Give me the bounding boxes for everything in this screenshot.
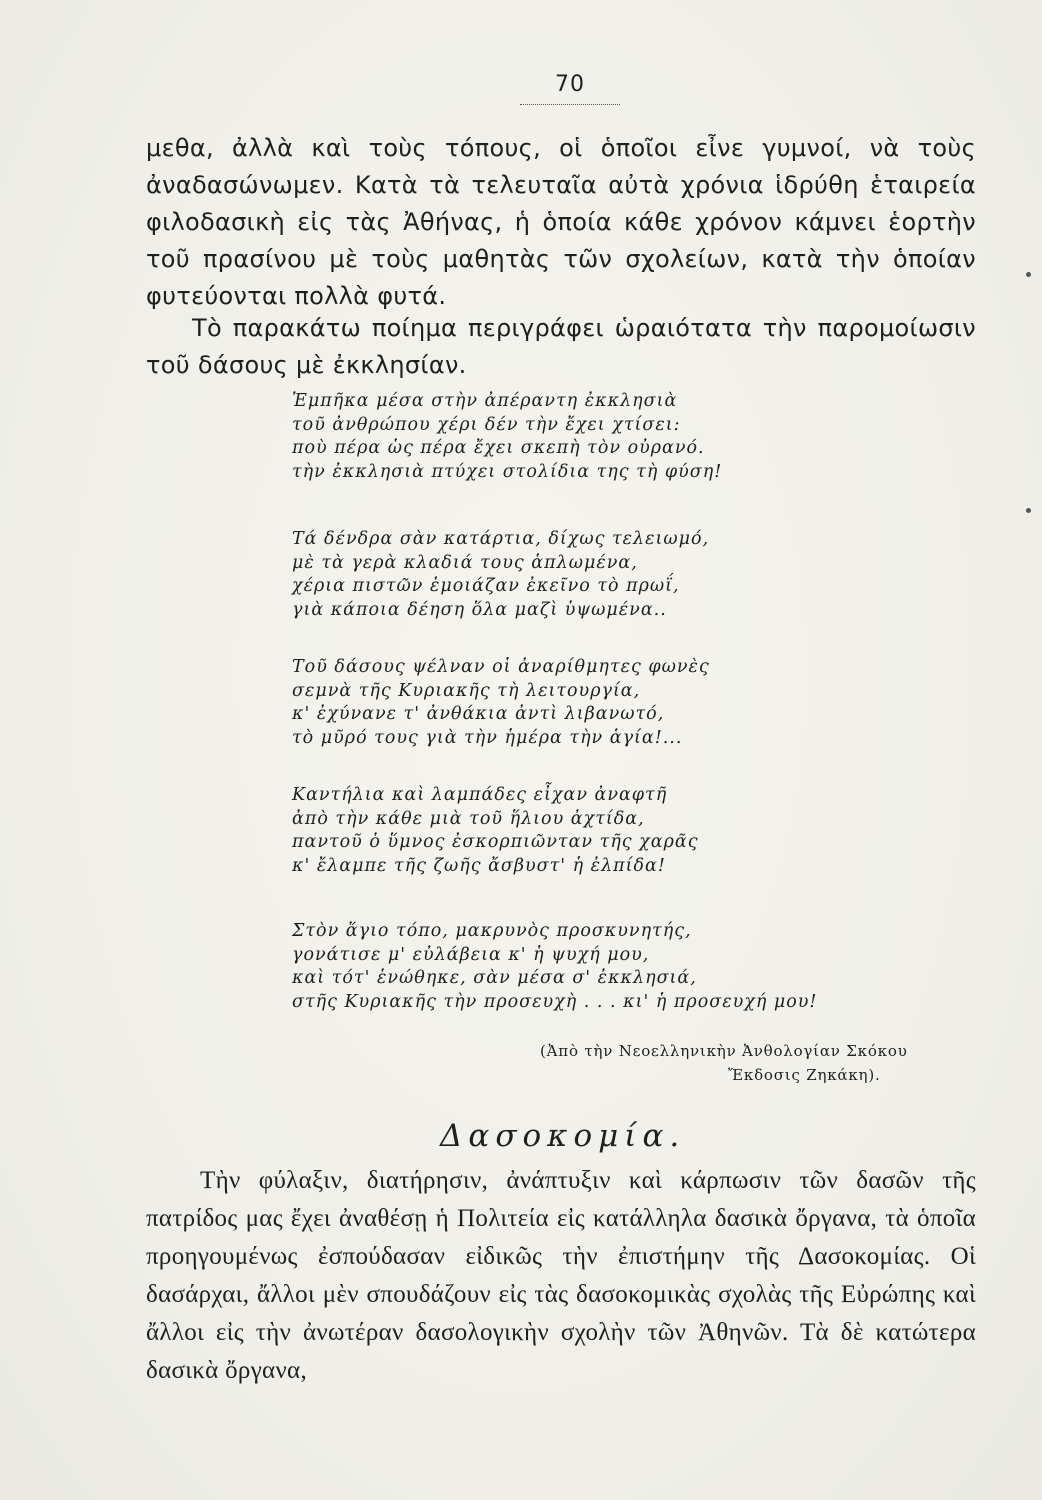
- poem-line: στῆς Κυριακῆς τὴν προσευχὴ . . . κι' ἡ προσευχή μου!: [292, 991, 818, 1012]
- margin-speck: [1026, 272, 1031, 277]
- poem-line: τὸ μῦρό τους γιὰ τὴν ἡμέρα τὴν ἁγία!...: [292, 727, 683, 748]
- poem-stanza-3: [292, 656, 892, 750]
- intro-paragraph: μεθα, ἀλλὰ καὶ τοὺς τόπους, οἱ ὁποῖοι εἶνε γυμνοί, νὰ τοὺς ἀναδασώνωμεν. Κατὰ τὰ τελευταῖα αὐτὰ χρόνια ἱδρύθη ἑταιρεία φιλοδασικὴ εἰς τὰς Ἀθήνας, ἡ ὁποία κάθε χρόνον κάμνει ἑορτὴν τοῦ πρασίνου μὲ τοὺς μαθητὰς τῶν σχολείων, κατὰ τὴν ὁποίαν φυτεύονται πολλὰ φυτά.: [146, 134, 976, 310]
- poem-line: χέρια πιστῶν ἐμοιάζαν ἐκεῖνο τὸ πρωΐ,: [292, 576, 680, 596]
- section-body-paragraph: Τὴν φύλαξιν, διατήρησιν, ἀνάπτυξιν καὶ κάρπωσιν τῶν δασῶν τῆς πατρίδος μας ἔχει ἀναθέσῃ ἡ Πολιτεία εἰς κατάλληλα δασικὰ ὄργανα, τὰ ὁποῖα προηγουμένως ἐσπούδασαν εἰδικῶς τὴν ἐπιστήμην τῆς Δασοκομίας. Οἱ δασάρχαι, ἄλλοι μὲν σπουδάζουν εἰς τὰς δασοκομικὰς σχολὰς τῆς Εὐρώπης καὶ ἄλλοι εἰς τὴν ἀνωτέραν δασολογικὴν σχολὴν τῶν Ἀθηνῶν. Τὰ δὲ κατώτερα δασικὰ ὄργανα,: [146, 1167, 976, 1384]
- poem-line: τὴν ἐκκλησιὰ πτύχει στολίδια της τὴ φύση!: [292, 461, 723, 482]
- page-number-rule: [520, 104, 620, 105]
- poem-line: τοῦ ἀνθρώπου χέρι δέν τὴν ἔχει χτίσει:: [292, 414, 681, 435]
- poem-line: καὶ τότ' ἑνώθηκε, σὰν μέσα σ' ἐκκλησιά,: [292, 968, 697, 988]
- poem-attribution-edition: Ἔκδοσις Ζηκάκη).: [728, 1066, 881, 1084]
- poem-stanza-1: [292, 390, 892, 484]
- poem-line: κ' ἔλαμπε τῆς ζωῆς ἄσβυστ' ἡ ἐλπίδα!: [292, 855, 666, 876]
- page-number: 70: [555, 72, 585, 97]
- poem-line: Ἐμπῆκα μέσα στὴν ἀπέραντη ἐκκλησιὰ: [292, 391, 678, 411]
- poem-attribution-source: (Ἀπὸ τὴν Νεοελληνικὴν Ἀνθολογίαν Σκόκου: [540, 1042, 908, 1060]
- margin-speck: [1026, 508, 1031, 513]
- poem-intro-paragraph: Τὸ παρακάτω ποίημα περιγράφει ὡραιότατα τὴν παρομοίωσιν τοῦ δάσους μὲ ἐκκλησίαν.: [146, 314, 976, 379]
- poem-line: παντοῦ ὁ ὕμνος ἐσκορπιῶνταν τῆς χαρᾶς: [292, 832, 699, 852]
- poem-stanza-2: [292, 528, 892, 622]
- poem-line: γιὰ κάποια δέηση ὅλα μαζὶ ὑψωμένα..: [292, 599, 667, 620]
- poem-line: Καντήλια καὶ λαμπάδες εἶχαν ἀναφτῆ: [292, 785, 668, 805]
- poem-stanza-4: [292, 784, 892, 878]
- section-heading: Δασοκομία.: [440, 1118, 686, 1154]
- poem-stanza-5: [292, 920, 892, 1014]
- poem-line: Τοῦ δάσους ψέλναν οἱ ἀναρίθμητες φωνὲς: [292, 657, 710, 677]
- poem-line: Στὸν ἅγιο τόπο, μακρυνὸς προσκυνητής,: [292, 921, 692, 941]
- poem-line: ἀπὸ τὴν κάθε μιὰ τοῦ ἥλιου ἀχτίδα,: [292, 808, 645, 829]
- poem-line: Τά δένδρα σὰν κατάρτια, δίχως τελειωμό,: [292, 529, 710, 549]
- poem-line: ποὺ πέρα ὡς πέρα ἔχει σκεπὴ τὸν οὐρανό.: [292, 438, 705, 458]
- poem-line: μὲ τὰ γερὰ κλαδιά τους ἁπλωμένα,: [292, 552, 638, 573]
- poem-line: γονάτισε μ' εὐλάβεια κ' ἡ ψυχή μου,: [292, 944, 650, 965]
- poem-line: σεμνὰ τῆς Κυριακῆς τὴ λειτουργία,: [292, 680, 641, 701]
- poem-line: κ' ἐχύνανε τ' ἀνθάκια ἀντὶ λιβανωτό,: [292, 704, 665, 724]
